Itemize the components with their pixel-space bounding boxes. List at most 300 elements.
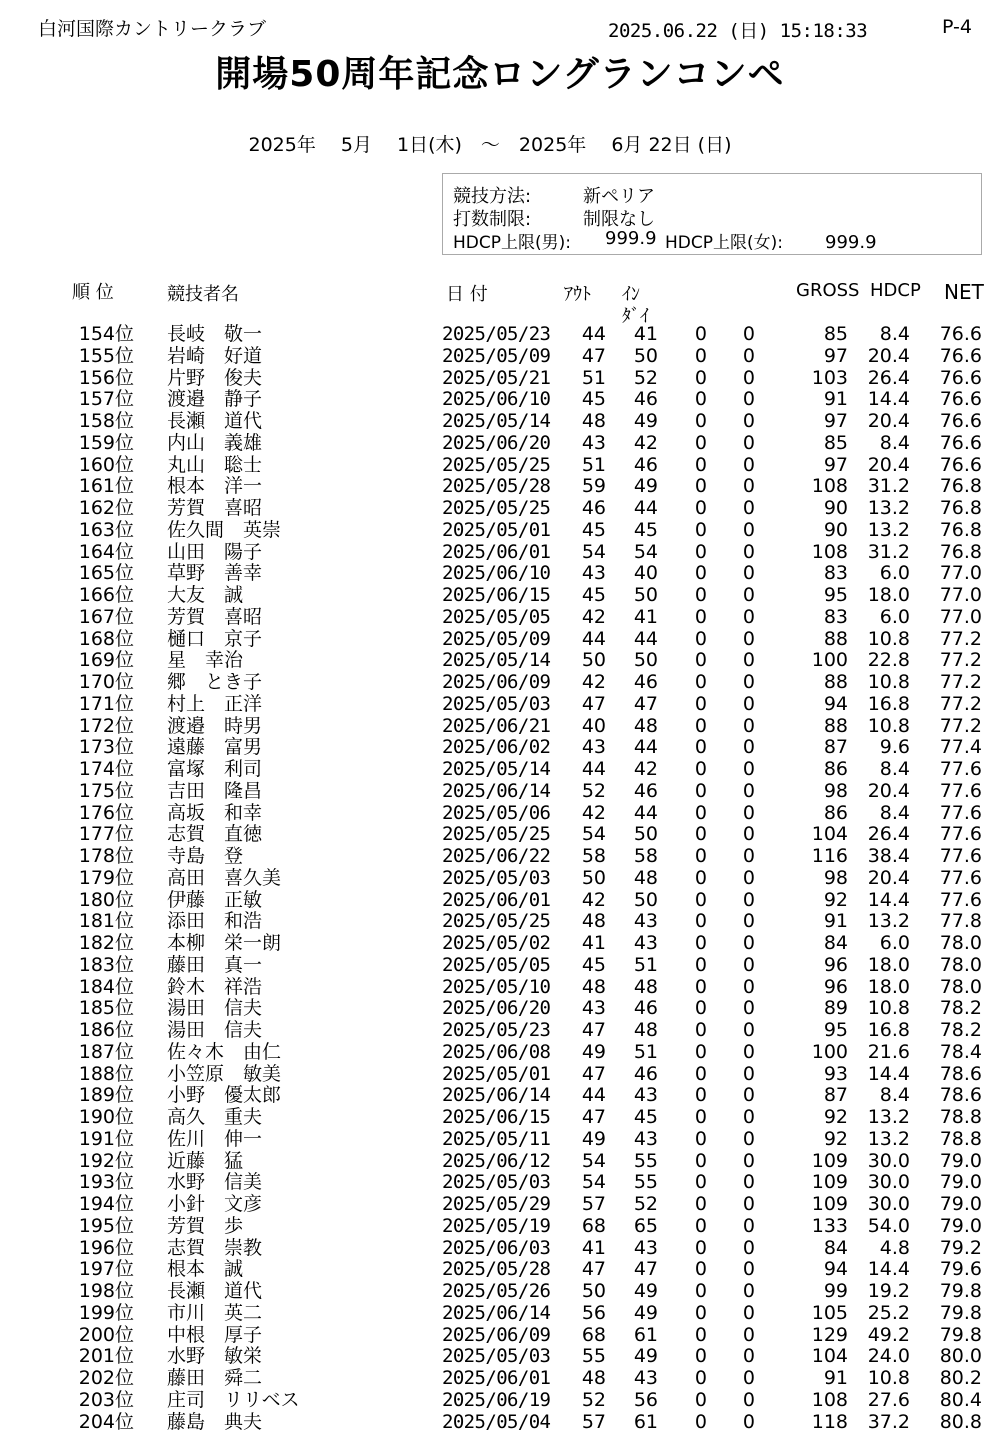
- rank-cell: 189位: [78, 1084, 134, 1107]
- gross-cell: 100: [811, 649, 848, 672]
- in-score-cell: 54: [633, 540, 658, 563]
- out-score-cell: 54: [581, 823, 606, 846]
- in-score-cell: 55: [633, 1171, 658, 1194]
- hdcp-cell: 31.2: [867, 540, 910, 563]
- table-row: [0, 1390, 1000, 1412]
- table-row: [0, 1281, 1000, 1303]
- date-cell: 2025/05/09: [442, 344, 551, 367]
- in-score-cell: 43: [633, 932, 658, 954]
- net-cell: 79.0: [939, 1214, 982, 1237]
- date-cell: 2025/05/25: [442, 823, 551, 846]
- extra-col-2-cell: 0: [742, 605, 755, 628]
- gross-cell: 91: [823, 910, 848, 933]
- hdcp-cell: 14.4: [867, 1258, 910, 1281]
- date-cell: 2025/05/25: [442, 497, 551, 519]
- net-cell: 76.6: [939, 410, 982, 432]
- rank-cell: 165位: [78, 562, 134, 585]
- col-hdcp-header: HDCP: [870, 280, 921, 301]
- name-cell: 湯田 信夫: [167, 1019, 263, 1041]
- in-score-cell: 55: [633, 1149, 658, 1172]
- in-score-cell: 42: [633, 758, 658, 780]
- table-row: [0, 977, 1000, 999]
- net-cell: 78.2: [939, 997, 982, 1020]
- hdcp-cell: 14.4: [867, 388, 910, 411]
- date-cell: 2025/05/14: [442, 649, 551, 672]
- date-cell: 2025/05/05: [442, 953, 551, 976]
- rank-cell: 156位: [78, 366, 134, 389]
- out-score-cell: 50: [581, 649, 606, 672]
- hdcp-cell: 20.4: [867, 866, 910, 889]
- date-cell: 2025/05/11: [442, 1127, 551, 1150]
- extra-col-1-cell: 0: [694, 1236, 707, 1259]
- date-cell: 2025/05/05: [442, 605, 551, 628]
- net-cell: 76.8: [939, 518, 982, 541]
- out-score-cell: 58: [581, 845, 606, 867]
- net-cell: 77.6: [939, 758, 982, 780]
- hdcp-cell: 13.2: [867, 1106, 910, 1128]
- gross-cell: 92: [823, 1106, 848, 1128]
- extra-col-2-cell: 0: [742, 997, 755, 1020]
- extra-col-2-cell: 0: [742, 431, 755, 454]
- date-cell: 2025/05/26: [442, 1280, 551, 1302]
- name-cell: 本柳 栄一朗: [167, 932, 282, 954]
- rank-cell: 180位: [78, 888, 134, 911]
- name-cell: 長瀬 道代: [167, 410, 263, 432]
- rank-cell: 191位: [78, 1127, 134, 1150]
- hdcp-cell: 13.2: [867, 910, 910, 933]
- table-row: [0, 1259, 1000, 1281]
- table-row: [0, 433, 1000, 455]
- name-cell: 佐川 伸一: [167, 1127, 263, 1150]
- name-cell: 渡邉 静子: [167, 388, 263, 411]
- extra-col-2-cell: 0: [742, 1258, 755, 1281]
- date-cell: 2025/05/10: [442, 975, 551, 998]
- rank-cell: 178位: [78, 845, 134, 867]
- out-score-cell: 47: [581, 1062, 606, 1085]
- extra-col-1-cell: 0: [694, 1214, 707, 1237]
- rank-cell: 158位: [78, 410, 134, 432]
- hdcp-cell: 14.4: [867, 888, 910, 911]
- out-score-cell: 42: [581, 801, 606, 824]
- name-cell: 草野 善幸: [167, 562, 263, 585]
- in-score-cell: 43: [633, 910, 658, 933]
- extra-col-2-cell: 0: [742, 671, 755, 693]
- extra-col-1-cell: 0: [694, 344, 707, 367]
- net-cell: 78.0: [939, 975, 982, 998]
- name-cell: 遠藤 富男: [167, 736, 263, 759]
- out-score-cell: 42: [581, 605, 606, 628]
- page-title: 開場50周年記念ロングランコンペ: [215, 54, 785, 95]
- out-score-cell: 45: [581, 388, 606, 411]
- rank-cell: 160位: [78, 453, 134, 476]
- name-cell: 長瀬 道代: [167, 1280, 263, 1302]
- net-cell: 77.6: [939, 823, 982, 846]
- rank-cell: 171位: [78, 692, 134, 715]
- table-row: [0, 824, 1000, 846]
- out-score-cell: 49: [581, 1127, 606, 1150]
- extra-col-2-cell: 0: [742, 1062, 755, 1085]
- out-score-cell: 45: [581, 953, 606, 976]
- net-cell: 77.0: [939, 605, 982, 628]
- in-score-cell: 52: [633, 1193, 658, 1215]
- out-score-cell: 54: [581, 1171, 606, 1194]
- name-cell: 鈴木 祥浩: [167, 975, 263, 998]
- extra-col-1-cell: 0: [694, 801, 707, 824]
- out-score-cell: 57: [581, 1193, 606, 1215]
- name-cell: 藤田 真一: [167, 953, 263, 976]
- gross-cell: 88: [823, 671, 848, 693]
- net-cell: 79.8: [939, 1323, 982, 1346]
- name-cell: 星 幸治: [167, 649, 244, 672]
- rank-cell: 170位: [78, 671, 134, 693]
- extra-col-1-cell: 0: [694, 1106, 707, 1128]
- table-row: [0, 933, 1000, 955]
- hdcp-cell: 54.0: [867, 1214, 910, 1237]
- name-cell: 市川 英二: [167, 1301, 263, 1324]
- extra-col-1-cell: 0: [694, 323, 707, 345]
- hdcp-cell: 27.6: [867, 1388, 910, 1411]
- name-cell: 村上 正洋: [167, 692, 263, 715]
- extra-col-2-cell: 0: [742, 584, 755, 606]
- rank-cell: 164位: [78, 540, 134, 563]
- net-cell: 77.2: [939, 671, 982, 693]
- out-score-cell: 51: [581, 366, 606, 389]
- rank-cell: 172位: [78, 714, 134, 737]
- col-in-header: ｲﾝ: [622, 284, 640, 305]
- in-score-cell: 43: [633, 1084, 658, 1107]
- gross-cell: 85: [823, 431, 848, 454]
- gross-cell: 92: [823, 888, 848, 911]
- in-score-cell: 49: [633, 410, 658, 432]
- extra-col-1-cell: 0: [694, 1084, 707, 1107]
- name-cell: 佐々木 由仁: [167, 1040, 282, 1063]
- competition-period: 2025年 5月 1日(木) ～ 2025年 6月 22日 (日): [248, 134, 732, 156]
- extra-col-2-cell: 0: [742, 323, 755, 345]
- rank-cell: 159位: [78, 431, 134, 454]
- gross-cell: 94: [823, 1258, 848, 1281]
- name-cell: 芳賀 歩: [167, 1214, 244, 1237]
- table-row: [0, 520, 1000, 542]
- extra-col-1-cell: 0: [694, 779, 707, 802]
- name-cell: 水野 敏栄: [167, 1345, 263, 1368]
- in-score-cell: 46: [633, 388, 658, 411]
- date-cell: 2025/05/04: [442, 1410, 551, 1433]
- rank-cell: 179位: [78, 866, 134, 889]
- net-cell: 76.6: [939, 453, 982, 476]
- table-row: [0, 455, 1000, 477]
- in-score-cell: 46: [633, 1062, 658, 1085]
- extra-col-2-cell: 0: [742, 518, 755, 541]
- in-score-cell: 42: [633, 431, 658, 454]
- out-score-cell: 42: [581, 888, 606, 911]
- rank-cell: 199位: [78, 1301, 134, 1324]
- date-cell: 2025/06/01: [442, 888, 551, 911]
- table-row: [0, 1325, 1000, 1347]
- date-cell: 2025/05/01: [442, 518, 551, 541]
- extra-col-2-cell: 0: [742, 388, 755, 411]
- hdcp-female-value: 999.9: [825, 232, 877, 253]
- in-score-cell: 48: [633, 866, 658, 889]
- date-cell: 2025/06/14: [442, 1301, 551, 1324]
- extra-col-1-cell: 0: [694, 1301, 707, 1324]
- extra-col-2-cell: 0: [742, 649, 755, 672]
- extra-col-1-cell: 0: [694, 1171, 707, 1194]
- gross-cell: 92: [823, 1127, 848, 1150]
- extra-col-2-cell: 0: [742, 1193, 755, 1215]
- table-row: [0, 1042, 1000, 1064]
- name-cell: 高田 喜久美: [167, 866, 282, 889]
- net-cell: 78.6: [939, 1084, 982, 1107]
- hdcp-cell: 8.4: [879, 323, 910, 345]
- table-row: [0, 346, 1000, 368]
- net-cell: 80.8: [939, 1410, 982, 1433]
- out-score-cell: 40: [581, 714, 606, 737]
- extra-col-2-cell: 0: [742, 758, 755, 780]
- name-cell: 近藤 猛: [167, 1149, 244, 1172]
- out-score-cell: 44: [581, 1084, 606, 1107]
- hdcp-cell: 10.8: [867, 627, 910, 650]
- rank-cell: 176位: [78, 801, 134, 824]
- gross-cell: 91: [823, 1367, 848, 1389]
- net-cell: 78.0: [939, 953, 982, 976]
- in-score-cell: 51: [633, 1040, 658, 1063]
- table-row: [0, 563, 1000, 585]
- name-cell: 藤島 典夫: [167, 1410, 263, 1433]
- hdcp-cell: 20.4: [867, 344, 910, 367]
- gross-cell: 93: [823, 1062, 848, 1085]
- extra-col-1-cell: 0: [694, 431, 707, 454]
- extra-col-2-cell: 0: [742, 888, 755, 911]
- gross-cell: 85: [823, 323, 848, 345]
- date-cell: 2025/05/19: [442, 1214, 551, 1237]
- net-cell: 77.4: [939, 736, 982, 759]
- name-cell: 大友 誠: [167, 584, 244, 606]
- in-score-cell: 50: [633, 823, 658, 846]
- table-row: [0, 411, 1000, 433]
- hdcp-cell: 26.4: [867, 366, 910, 389]
- name-cell: 寺島 登: [167, 845, 244, 867]
- extra-col-1-cell: 0: [694, 388, 707, 411]
- in-score-cell: 47: [633, 1258, 658, 1281]
- gross-cell: 90: [823, 518, 848, 541]
- rank-cell: 168位: [78, 627, 134, 650]
- date-cell: 2025/05/21: [442, 366, 551, 389]
- out-score-cell: 45: [581, 518, 606, 541]
- rank-cell: 182位: [78, 932, 134, 954]
- hdcp-cell: 49.2: [867, 1323, 910, 1346]
- extra-col-2-cell: 0: [742, 475, 755, 498]
- extra-col-2-cell: 0: [742, 692, 755, 715]
- rank-cell: 196位: [78, 1236, 134, 1259]
- out-score-cell: 47: [581, 1106, 606, 1128]
- out-score-cell: 45: [581, 584, 606, 606]
- table-row: [0, 1303, 1000, 1325]
- extra-col-1-cell: 0: [694, 932, 707, 954]
- date-cell: 2025/06/15: [442, 584, 551, 606]
- net-cell: 80.0: [939, 1345, 982, 1368]
- net-cell: 79.8: [939, 1280, 982, 1302]
- table-row: [0, 650, 1000, 672]
- out-score-cell: 49: [581, 1040, 606, 1063]
- extra-col-1-cell: 0: [694, 671, 707, 693]
- table-row: [0, 542, 1000, 564]
- gross-cell: 86: [823, 801, 848, 824]
- in-score-cell: 48: [633, 1019, 658, 1041]
- name-cell: 芳賀 喜昭: [167, 605, 263, 628]
- table-row: [0, 911, 1000, 933]
- date-cell: 2025/06/15: [442, 1106, 551, 1128]
- out-score-cell: 41: [581, 1236, 606, 1259]
- extra-col-2-cell: 0: [742, 1171, 755, 1194]
- in-score-cell: 50: [633, 344, 658, 367]
- col-date-header: 日 付: [446, 284, 488, 305]
- gross-cell: 88: [823, 627, 848, 650]
- hdcp-cell: 37.2: [867, 1410, 910, 1433]
- date-cell: 2025/05/02: [442, 932, 551, 954]
- gross-cell: 108: [811, 540, 848, 563]
- net-cell: 79.2: [939, 1236, 982, 1259]
- table-row: [0, 368, 1000, 390]
- net-cell: 77.2: [939, 692, 982, 715]
- net-cell: 77.8: [939, 910, 982, 933]
- table-row: [0, 846, 1000, 868]
- extra-col-2-cell: 0: [742, 779, 755, 802]
- table-row: [0, 1172, 1000, 1194]
- gross-cell: 108: [811, 1388, 848, 1411]
- extra-col-2-cell: 0: [742, 975, 755, 998]
- extra-col-2-cell: 0: [742, 1410, 755, 1433]
- net-cell: 76.8: [939, 540, 982, 563]
- in-score-cell: 61: [633, 1410, 658, 1433]
- rank-cell: 192位: [78, 1149, 134, 1172]
- net-cell: 78.8: [939, 1106, 982, 1128]
- table-row: [0, 476, 1000, 498]
- rank-cell: 190位: [78, 1106, 134, 1128]
- extra-col-1-cell: 0: [694, 714, 707, 737]
- rank-cell: 200位: [78, 1323, 134, 1346]
- in-score-cell: 56: [633, 1388, 658, 1411]
- rank-cell: 163位: [78, 518, 134, 541]
- hdcp-cell: 8.4: [879, 758, 910, 780]
- extra-col-2-cell: 0: [742, 1019, 755, 1041]
- hdcp-cell: 8.4: [879, 431, 910, 454]
- hdcp-cell: 20.4: [867, 410, 910, 432]
- extra-col-1-cell: 0: [694, 1345, 707, 1368]
- date-cell: 2025/06/20: [442, 997, 551, 1020]
- hdcp-cell: 6.0: [879, 562, 910, 585]
- in-score-cell: 44: [633, 497, 658, 519]
- out-score-cell: 59: [581, 475, 606, 498]
- gross-cell: 84: [823, 932, 848, 954]
- out-score-cell: 54: [581, 540, 606, 563]
- rank-cell: 175位: [78, 779, 134, 802]
- name-cell: 小針 文彦: [167, 1193, 263, 1215]
- table-row: [0, 781, 1000, 803]
- gross-cell: 116: [811, 845, 848, 867]
- hdcp-cell: 13.2: [867, 1127, 910, 1150]
- date-cell: 2025/06/22: [442, 845, 551, 867]
- rank-cell: 155位: [78, 344, 134, 367]
- rank-cell: 154位: [78, 323, 134, 345]
- extra-col-1-cell: 0: [694, 692, 707, 715]
- extra-col-1-cell: 0: [694, 910, 707, 933]
- extra-col-2-cell: 0: [742, 1236, 755, 1259]
- date-cell: 2025/06/19: [442, 1388, 551, 1411]
- out-score-cell: 48: [581, 1367, 606, 1389]
- hdcp-cell: 20.4: [867, 453, 910, 476]
- rank-cell: 187位: [78, 1040, 134, 1063]
- out-score-cell: 50: [581, 866, 606, 889]
- extra-col-1-cell: 0: [694, 888, 707, 911]
- hdcp-cell: 18.0: [867, 584, 910, 606]
- hdcp-cell: 20.4: [867, 779, 910, 802]
- date-cell: 2025/05/14: [442, 758, 551, 780]
- gross-cell: 109: [811, 1171, 848, 1194]
- hdcp-cell: 10.8: [867, 997, 910, 1020]
- name-cell: 丸山 聡士: [167, 453, 263, 476]
- out-score-cell: 44: [581, 758, 606, 780]
- out-score-cell: 52: [581, 779, 606, 802]
- hdcp-cell: 21.6: [867, 1040, 910, 1063]
- hdcp-cell: 10.8: [867, 714, 910, 737]
- net-cell: 80.2: [939, 1367, 982, 1389]
- name-cell: 小笠原 敏美: [167, 1062, 282, 1085]
- out-score-cell: 44: [581, 323, 606, 345]
- extra-col-1-cell: 0: [694, 627, 707, 650]
- extra-col-2-cell: 0: [742, 866, 755, 889]
- rank-cell: 183位: [78, 953, 134, 976]
- table-row: [0, 694, 1000, 716]
- table-row: [0, 890, 1000, 912]
- date-cell: 2025/05/14: [442, 410, 551, 432]
- extra-col-1-cell: 0: [694, 1367, 707, 1389]
- table-row: [0, 607, 1000, 629]
- hdcp-cell: 30.0: [867, 1171, 910, 1194]
- col-out-header: ｱｳﾄ: [564, 284, 591, 305]
- hdcp-cell: 16.8: [867, 1019, 910, 1041]
- out-score-cell: 42: [581, 671, 606, 693]
- net-cell: 77.2: [939, 649, 982, 672]
- rank-cell: 203位: [78, 1388, 134, 1411]
- gross-cell: 97: [823, 410, 848, 432]
- extra-col-2-cell: 0: [742, 801, 755, 824]
- in-score-cell: 46: [633, 997, 658, 1020]
- extra-col-2-cell: 0: [742, 932, 755, 954]
- net-cell: 77.2: [939, 627, 982, 650]
- rank-cell: 157位: [78, 388, 134, 411]
- name-cell: 郷 とき子: [167, 671, 263, 693]
- hdcp-male-value: 999.9: [605, 228, 657, 249]
- name-cell: 吉田 隆昌: [167, 779, 263, 802]
- date-cell: 2025/06/10: [442, 388, 551, 411]
- rank-cell: 166位: [78, 584, 134, 606]
- out-score-cell: 47: [581, 692, 606, 715]
- table-row: [0, 955, 1000, 977]
- table-row: [0, 737, 1000, 759]
- extra-col-1-cell: 0: [694, 823, 707, 846]
- net-cell: 76.6: [939, 366, 982, 389]
- name-cell: 湯田 信夫: [167, 997, 263, 1020]
- net-cell: 78.6: [939, 1062, 982, 1085]
- name-cell: 佐久間 英崇: [167, 518, 282, 541]
- table-row: [0, 324, 1000, 346]
- extra-col-2-cell: 0: [742, 714, 755, 737]
- out-score-cell: 47: [581, 344, 606, 367]
- rank-cell: 202位: [78, 1367, 134, 1389]
- gross-cell: 104: [811, 823, 848, 846]
- gross-cell: 109: [811, 1193, 848, 1215]
- table-row: [0, 868, 1000, 890]
